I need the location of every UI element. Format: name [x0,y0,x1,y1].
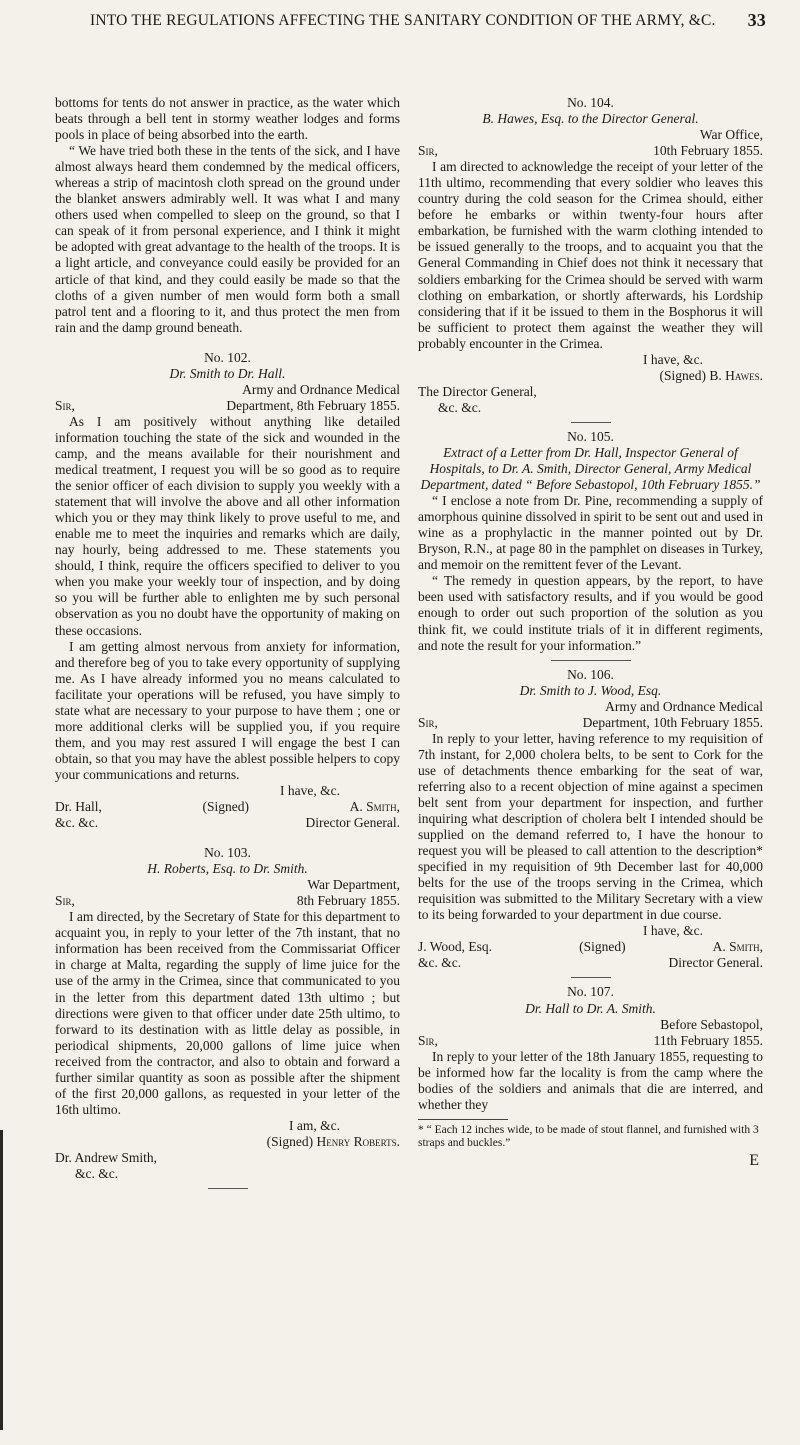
footnote-rule [418,1119,508,1120]
salutation: Sir, [418,714,438,730]
signature-row [418,939,763,955]
paragraph: In reply to your letter of the 18th January 1855, requesting to be informed how far the locality is from the camp where the bodies of the soldiers and animals that die are interred, and whether they [418,1048,763,1112]
letter-address: War Office, [699,127,763,143]
salutation: Sir, [418,143,438,159]
page-number: 33 [747,10,766,30]
signed-label: (Signed) [579,939,626,955]
paragraph: “ We have tried both these in the tents of the sick, and I have almost always heard them condemned by the medical officers, whereas a strip of macintosh cloth spread on the ground under the blanket answers admirably well. It was what I and many others used when compelled to sleep on the ground, so that I can speak of it from personal experience, and I think it might be adopted with great advantage to the health of the troops. It is a light article, and conveyance could easily be provided for an article of that kind, and they could easily be made so that the cloths of a given number of men would form both a small patrol tent and a flooring to it, and thus protect the men from rain and the damp ground beneath. [55,143,400,335]
letter-date: 11th February 1855. [653,1032,763,1048]
letter-heading: Dr. Hall to Dr. A. Smith. [525,1000,656,1016]
letter-heading: Extract of a Letter from Dr. Hall, Inspector General of Hospitals, to Dr. A. Smith, Director General, Army Medical Department, dated “ Before Sebastopol, 10th February 1855.” [420,444,761,493]
divider [551,660,631,661]
salutation-row [55,893,400,909]
divider [571,977,611,978]
signed-label: (Signed) [266,1133,314,1149]
recipient: J. Wood, Esq. [418,939,493,955]
recipient-etc: &c. &c. [75,1166,119,1182]
recipient-etc: &c. &c. [438,399,482,415]
letter-heading: B. Hawes, Esq. to the Director General. [482,111,699,127]
left-column [55,95,400,1195]
letter-heading: Dr. Smith to Dr. Hall. [169,365,286,381]
header-title: INTO THE REGULATIONS AFFECTING THE SANITARY CONDITION OF THE ARMY, &C. [90,12,716,29]
divider [208,1188,248,1189]
paragraph: I am directed to acknowledge the receipt of your letter of the 11th ultimo, recommending that every soldier who leaves this country during the cold season for the Crimea should, either before he embarks or within twenty-four hours after embarkation, be furnished with the warm clothing intended to be issued generally to the troops, and to acquaint you that the General Commanding in Chief does not think it necessary that soldiers embarking for the Crimea should be served with warm clothing on embarkation, or shortly afterwards, his Lordship considering that if it be issued to them in the Bosphorus it will be sufficient to protect them against the weather they will probably encounter in the Crimea. [418,159,763,351]
letter-number: No. 104. [567,95,614,110]
letter-number: No. 107. [567,984,614,1000]
closing: I am, &c. [289,1117,340,1133]
signer-title: Director General. [305,815,400,831]
paragraph: As I am positively without anything like detailed information touching the state of the sick and wounded in the camp, and the means available for their nourishment and medical treatment, I request you will be so good as to require the senior officer of each division to supply you weekly with a statement that will involve the above and all other information which you or they may think likely to prove useful to me, and enable me to meet the inquiries and remarks which are daily, nay hourly, being addressed to me. These statements you should, I think, require the officers specified to deliver to you when you make your weekly tour of inspection, and by doing so you will be further able to enlighten me by such personal observation as you no doubt have the opportunity of making on these occasions. [55,413,400,638]
salutation: Sir, [55,397,75,413]
letter-address: War Department, [307,877,400,893]
signer: A. Smith, [349,799,400,815]
closing: I have, &c. [280,782,340,798]
recipient-etc: &c. &c. [418,955,462,971]
recipient: Dr. Hall, [55,799,102,815]
signature-row [55,815,400,831]
paragraph: I am directed, by the Secretary of State for this department to acquaint you, in reply to your letter of the 7th instant, that no information has been received from the Commissariat Officer in charge at Malta, regarding the supply of lime juice for the use of the army in the Crimea, since that communicated to you in the letter from this department dated 13th ultimo ; but directions were given to that officer under date 25th ultimo, to forward to its destination with as little delay as possible, in periodical shipments, 20,000 gallons of lime juice when received from the contractor, and also to obtain and forward a further similar quantity as soon as possible after the shipment of the first 20,000 gallons, as requested in your letter of the 16th ultimo. [55,909,400,1117]
paragraph: I am getting almost nervous from anxiety for information, and therefore beg of you to take every opportunity of supplying me. As I have already informed you no means calculated to facilitate your operations will be refused, you have simply to state what are necessary to your purpose to have them ; one or more additional clerks will be supplied you, if you require them, and you may rest assured I will engage the best I can obtain, so that you may have the ablest possible helpers to copy your communications and returns. [55,638,400,782]
letter-number: No. 105. [567,428,614,444]
recipient: Dr. Andrew Smith, [55,1150,158,1165]
letter-address: Army and Ordnance Medical [242,381,400,397]
letter-number: No. 106. [567,666,614,682]
letter-date: Department, 8th February 1855. [226,397,400,413]
signer: B. Hawes. [709,367,763,383]
signature-row [55,799,400,815]
salutation-row [55,398,400,414]
signed-label: (Signed) [659,367,706,383]
footnote: * “ Each 12 inches wide, to be made of stout flannel, and furnished with 3 straps and buckles.” [418,1123,759,1150]
signature-line [418,368,763,384]
signature-row [418,955,763,971]
signer: Henry Roberts. [316,1133,400,1149]
signer: A. Smith, [712,939,763,955]
salutation: Sir, [55,893,75,909]
salutation-row [418,143,763,159]
recipient: The Director General, [418,383,537,399]
letter-address: Before Sebastopol, [660,1016,763,1032]
signer-title: Director General. [668,955,763,971]
paragraph: “ The remedy in question appears, by the report, to have been used with satisfactory results, and if you would be good enough to order out such proportion of the solution as you think fit, we could institute trials of it in different regiments, and note the result for your information.” [418,573,763,653]
divider [571,422,611,423]
letter-heading: H. Roberts, Esq. to Dr. Smith. [147,861,308,877]
letter-number: No. 103. [204,845,251,861]
letter-date: 10th February 1855. [653,143,763,159]
salutation-row [418,1033,763,1049]
signed-label: (Signed) [202,799,249,815]
letter-number: No. 102. [204,349,251,365]
letter-address: Army and Ordnance Medical [605,698,763,714]
recipient-etc: &c. &c. [55,815,99,831]
letter-heading: Dr. Smith to J. Wood, Esq. [519,682,662,698]
page-edge [0,1130,3,1430]
paragraph: “ I enclose a note from Dr. Pine, recommending a supply of amorphous quinine dissolved in spirit to be sent out and used in wine as a prophylactic in the manner pointed out by Dr. Bryson, R.N., at page 80 in the pamphlet on diseases in Turkey, and memoir on the remittent fever of the Levant. [418,493,763,573]
running-header [90,8,766,38]
letter-date: Department, 10th February 1855. [582,714,763,730]
salutation: Sir, [418,1032,438,1048]
signature-mark: E [749,1151,759,1169]
signature-line [55,1134,400,1150]
paragraph: In reply to your letter, having reference to my requisition of 7th instant, for 2,000 cholera belts, to be sent to Cork for the use of detachments thence embarking for the seat of war, referring also to a recent objection of mine against a specimen belt sent from your department for inspection, and further inquiring what description of cholera belt I intended should be supplied on the demand referred to, I have the honour to request you will be pleased to call attention to the description* specified in my requisition of 9th December last for 40,000 belts for the use of the troops serving in the Crimea, which requisition was submitted to the Military Secretary with a view to its being forwarded to your department in due course. [418,730,763,923]
letter-date: 8th February 1855. [296,893,400,909]
right-column [418,95,763,1169]
paragraph: bottoms for tents do not answer in practice, as the water which beats through a bell tent in stormy weather lodges and forms pools in place of being absorbed into the earth. [55,95,400,143]
closing: I have, &c. [643,351,703,367]
closing: I have, &c. [643,923,703,939]
salutation-row [418,715,763,731]
